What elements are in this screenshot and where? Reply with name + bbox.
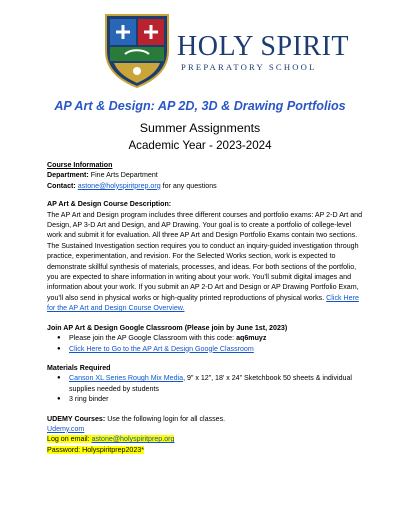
description-text: The AP Art and Design program includes three different courses and portfolio exams: AP 2-D Art and Design, AP 3-D Art and Design, and AP Drawing. Your goal is to create a portfolio of college-level work and submit it for evaluation. All three AP Art and Design Portfolio Exams contain two sections. The Sustained Investigation section requires you to conduct an inquiry-guided investigation through practice, experimentation, and revision. For the Selected Works section, work is expected to demonstrate skillful synthesis of materials, processes, and ideas. For both sections of the portfolio, you are expected to share information in writing about your work. You’ll submit digital images and information about your work. If you submit an AP 2-D Art and Design or AP Drawing Portfolio Exam, you’ll also send in physical works or high-quality printed reproductions of physical works. [47,210,363,302]
classroom-code-text: Please join the AP Google Classroom with this code: [69,334,237,343]
document-subtitle: Summer Assignments [139,121,261,135]
academic-year: Academic Year - 2023-2024 [128,139,272,152]
binder-item: 3 ring binder [69,395,109,404]
school-logotype [177,32,349,72]
department-line [47,170,367,180]
course-info-heading: Course Information [47,161,113,169]
department-value: Fine Arts Department [88,171,158,180]
document-title: AP Art & Design: AP 2D, 3D & Drawing Portfolios [54,99,346,113]
list-item [47,394,367,404]
course-overview-link[interactable]: Click Here for the AP Art and Design Course Overview. [47,293,359,313]
list-item [47,333,367,343]
school-subtitle: PREPARATORY SCHOOL [181,62,317,72]
google-classroom-link[interactable]: Click Here to Go to the AP Art & Design Google Classroom [69,344,254,353]
list-item [47,344,367,354]
udemy-line [47,414,367,424]
contact-email-link[interactable]: astone@holyspiritprep.org [77,181,161,190]
school-name: HOLY SPIRIT [177,31,349,62]
materials-heading: Materials Required [47,363,111,372]
contact-suffix: for any questions [160,181,217,190]
document-body [47,160,367,455]
description-paragraph [47,210,367,314]
department-label: Department: [47,171,89,180]
school-crest-icon [100,11,174,89]
udemy-login-line [47,434,367,444]
login-email-link[interactable]: astone@holyspiritprep.org [91,435,175,444]
list-item [47,373,367,394]
classroom-heading: Join AP Art & Design Google Classroom (Please join by June 1st, 2023) [47,323,288,332]
classroom-code: aq6muyz [236,334,267,343]
contact-label: Contact: [47,181,76,190]
description-heading: AP Art & Design Course Description: [47,200,172,209]
udemy-text: Use the following login for all classes. [105,414,226,423]
password-text: Password: Holyspiritprep2023* [47,445,144,454]
udemy-site-line [47,424,367,434]
contact-line [47,181,367,191]
sketchbook-details: , 9” x 12”, 18’ x 24” Sketchbook 50 sheets & individual supplies needed by students [69,374,352,393]
udemy-password-line [47,445,367,455]
canson-sketchbook-link[interactable]: Canson XL Series Rough Mix Media [69,374,184,383]
login-label: Log on email: [47,435,92,444]
udemy-label: UDEMY Courses: [47,414,106,423]
udemy-site-link[interactable]: Udemy.com [47,424,85,433]
